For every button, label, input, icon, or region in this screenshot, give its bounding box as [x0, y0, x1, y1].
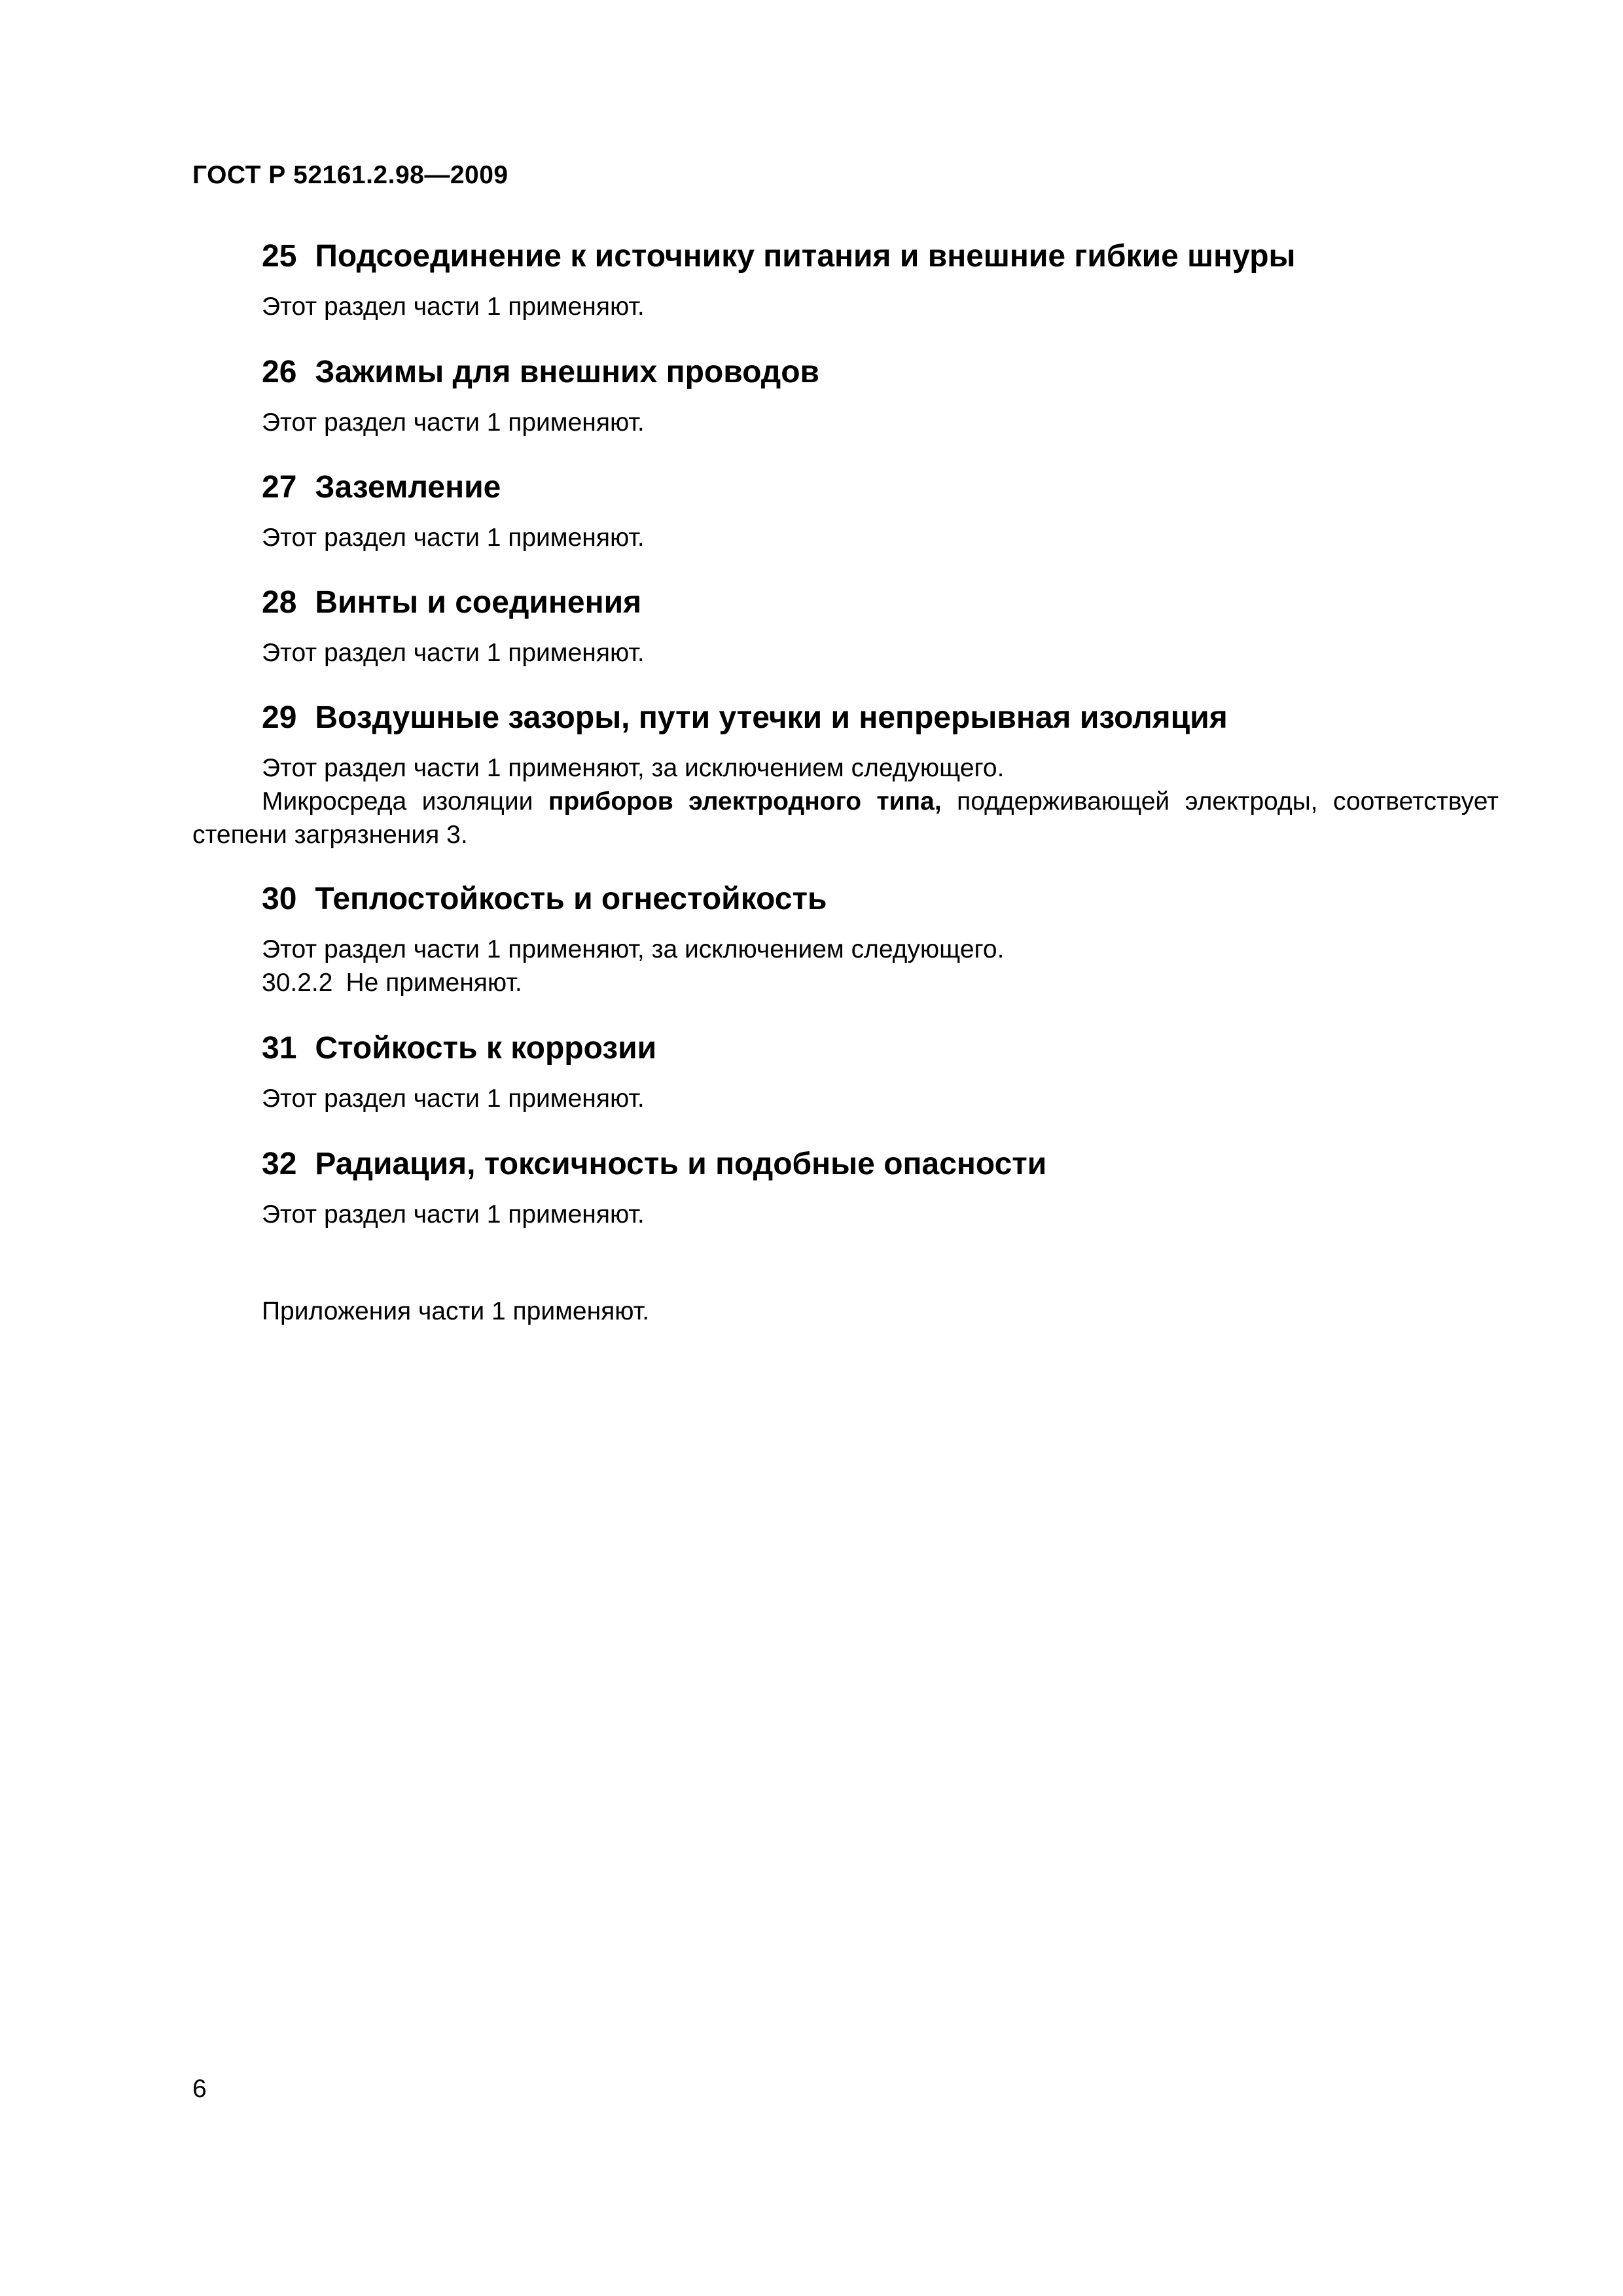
section-heading — [192, 354, 1499, 391]
section-29 — [192, 700, 1499, 852]
section-heading — [192, 700, 1499, 736]
clause — [192, 966, 1499, 999]
section-32 — [192, 1146, 1499, 1231]
section-number: 31 — [262, 1031, 297, 1066]
section-heading — [192, 584, 1499, 621]
section-number: 29 — [262, 700, 297, 735]
section-title: Воздушные зазоры, пути утечки и непрерывная изоляция — [315, 700, 1228, 735]
section-text: Этот раздел части 1 применяют. — [262, 293, 645, 321]
section-heading — [192, 469, 1499, 506]
extra-text-start: Микросреда изоляции — [262, 787, 548, 816]
annex-note: Приложения части 1 применяют. — [262, 1297, 650, 1325]
section-extra-paragraph — [192, 785, 1499, 852]
clause-text: Не применяют. — [346, 969, 522, 997]
section-number: 32 — [262, 1147, 297, 1181]
section-body — [192, 1082, 1499, 1115]
section-title: Стойкость к коррозии — [315, 1031, 657, 1066]
section-title: Зажимы для внешних проводов — [315, 355, 820, 389]
section-heading — [192, 1146, 1499, 1183]
section-text: Этот раздел части 1 применяют. — [262, 639, 645, 667]
clause-number: 30.2.2 — [262, 969, 333, 997]
section-text: Этот раздел части 1 применяют. — [262, 1200, 645, 1229]
section-body — [192, 751, 1499, 852]
section-text: Этот раздел части 1 применяют. — [262, 1085, 645, 1113]
section-heading — [192, 881, 1499, 918]
section-body — [192, 290, 1499, 323]
section-number: 27 — [262, 470, 297, 505]
extra-text-end: поддерживающей электроды, соответствует степени загрязнения 3. — [192, 787, 1499, 849]
section-31 — [192, 1030, 1499, 1115]
section-text: Этот раздел части 1 применяют. — [262, 408, 645, 437]
section-title: Радиация, токсичность и подобные опасности — [315, 1147, 1047, 1181]
section-title: Теплостойкость и огнестойкость — [315, 882, 827, 916]
section-body — [192, 1198, 1499, 1231]
page-number: 6 — [192, 2075, 207, 2103]
section-26 — [192, 354, 1499, 439]
section-number: 30 — [262, 882, 297, 916]
section-title: Винты и соединения — [315, 585, 642, 620]
section-heading — [192, 238, 1499, 275]
section-body — [192, 406, 1499, 439]
section-text: Этот раздел части 1 применяют, за исключением следующего. — [262, 935, 1005, 963]
section-body — [192, 636, 1499, 670]
section-heading — [192, 1030, 1499, 1067]
section-25 — [192, 238, 1499, 323]
section-text: Этот раздел части 1 применяют. — [262, 524, 645, 552]
section-number: 26 — [262, 355, 297, 389]
section-number: 28 — [262, 585, 297, 620]
section-body — [192, 933, 1499, 999]
section-30 — [192, 881, 1499, 999]
defined-term: приборов электродного типа, — [548, 787, 942, 816]
section-number: 25 — [262, 239, 297, 274]
document-code: ГОСТ Р 52161.2.98—2009 — [192, 161, 508, 189]
section-title: Подсоединение к источнику питания и внешние гибкие шнуры — [315, 239, 1296, 274]
section-body — [192, 521, 1499, 554]
section-text: Этот раздел части 1 применяют, за исключением следующего. — [262, 754, 1005, 782]
section-27 — [192, 469, 1499, 554]
section-title: Заземление — [315, 470, 501, 505]
section-28 — [192, 584, 1499, 670]
